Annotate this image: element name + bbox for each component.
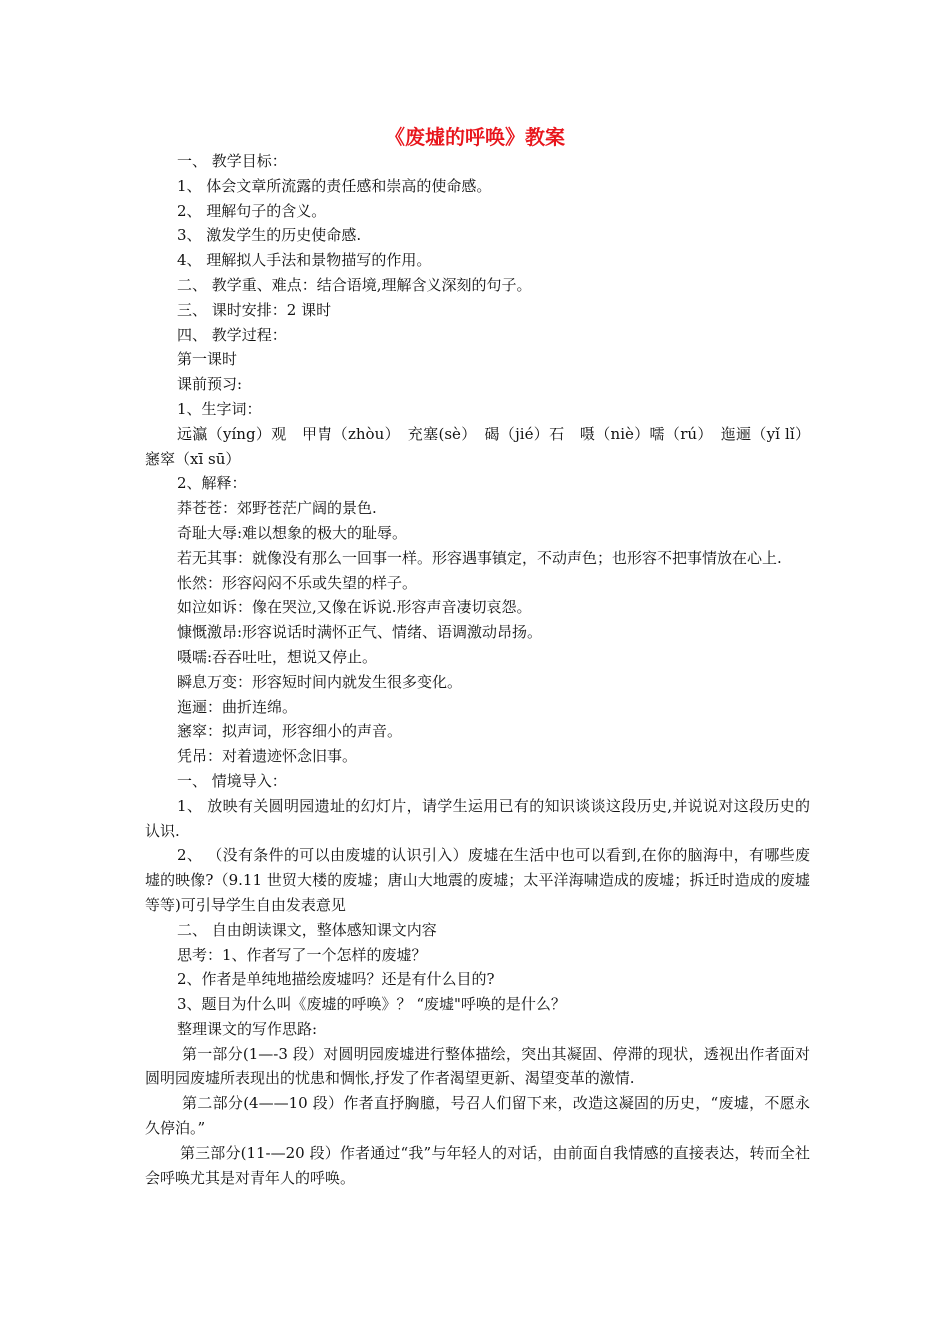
paragraph: 怅然：形容闷闷不乐或失望的样子。 [177, 573, 418, 592]
paragraph: 3、 激发学生的历史使命感. [177, 226, 362, 245]
paragraph: 思考：1、作者写了一个怎样的废墟？ [177, 945, 427, 964]
paragraph: 1、 体会文章所流露的责任感和崇高的使命感。 [177, 176, 492, 195]
paragraph: 凭吊：对着遗迹怀念旧事。 [177, 747, 358, 766]
paragraph: 如泣如诉：像在哭泣,又像在诉说.形容声音凄切哀怨。 [177, 598, 532, 617]
paragraph: 四、 教学过程： [177, 325, 287, 344]
paragraph: 课前预习: [177, 375, 243, 394]
paragraph: 整理课文的写作思路: [177, 1019, 318, 1038]
paragraph: 1、生字词： [177, 399, 262, 418]
paragraph: 远瀛（yíng）观 甲胄（zhòu） 充塞(sè） 碣（jié）石 嗫（niè）嚅（rú） 迤逦（yǐ lǐ）窸窣（xī sū） [145, 424, 810, 468]
paragraph: 一、 情境导入： [177, 771, 287, 790]
paragraph: 慷慨激昂:形容说话时满怀正气、情绪、语调激动昂扬。 [177, 623, 543, 642]
paragraph: 若无其事：就像没有那么一回事一样。形容遇事镇定，不动声色；也形容不把事情放在心上. [177, 548, 782, 567]
paragraph: 3、题目为什么叫《废墟的呼唤》？ “废墟"呼唤的是什么？ [177, 995, 566, 1014]
paragraph: 二、 教学重、难点：结合语境,理解含义深刻的句子。 [177, 275, 532, 294]
paragraph: 奇耻大辱:难以想象的极大的耻辱。 [177, 523, 408, 542]
paragraph: 第三部分(11-—20 段）作者通过“我”与年轻人的对话，由前面自我情感的直接表达，转而全社会呼唤尤其是对青年人的呼唤。 [145, 1143, 810, 1187]
paragraph: 2、 （没有条件的可以由废墟的认识引入）废墟在生活中也可以看到,在你的脑海中，有哪些废墟的映像?（9.11 世贸大楼的废墟；唐山大地震的废墟；太平洋海啸造成的废墟；拆迁时造成的废墟等等)可引导学生自由发表意见 [145, 846, 810, 914]
paragraph: 4、 理解拟人手法和景物描写的作用。 [177, 251, 432, 270]
paragraph: 第一部分(1—-3 段）对圆明园废墟进行整体描绘，突出其凝固、停滞的现状，透视出作者面对圆明园废墟所表现出的忧患和惆怅,抒发了作者渴望更新、渴望变革的激情. [145, 1044, 810, 1088]
paragraph: 第二部分(4——10 段）作者直抒胸臆，号召人们留下来，改造这凝固的历史，“废墟，不愿永久停泊。” [145, 1094, 810, 1138]
paragraph: 第一课时 [177, 350, 238, 369]
document-title: 《废墟的呼唤》教案 [385, 125, 565, 149]
paragraph: 瞬息万变：形容短时间内就发生很多变化。 [177, 672, 463, 691]
paragraph: 莽苍苍：郊野苍茫广阔的景色. [177, 499, 377, 518]
document-body [145, 149, 810, 1190]
paragraph: 2、作者是单纯地描绘废墟吗？还是有什么目的? [177, 970, 495, 989]
paragraph: 2、解释： [177, 474, 247, 493]
paragraph: 嗫嚅:吞吞吐吐，想说又停止。 [177, 647, 378, 666]
paragraph: 一、 教学目标： [177, 152, 287, 170]
paragraph: 1、 放映有关圆明园遗址的幻灯片，请学生运用已有的知识谈谈这段历史,并说说对这段历史的认识. [145, 796, 810, 840]
paragraph: 三、 课时安排：2 课时 [177, 300, 332, 319]
paragraph: 迤逦：曲折连绵。 [177, 697, 298, 716]
paragraph: 2、 理解句子的含义。 [177, 201, 327, 220]
paragraph: 窸窣：拟声词，形容细小的声音。 [177, 722, 403, 741]
paragraph: 二、 自由朗读课文，整体感知课文内容 [177, 920, 437, 939]
